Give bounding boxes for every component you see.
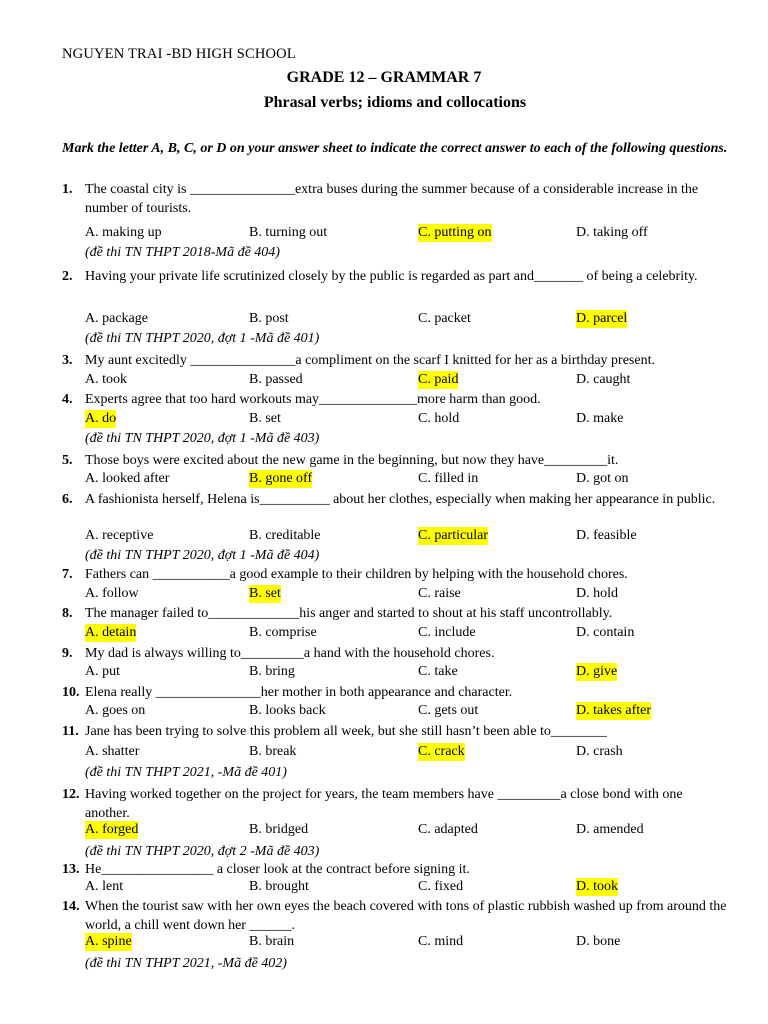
option-b[interactable]: B. looks back [249,703,326,718]
question-text: Jane has been trying to solve this problem all week, but she still hasn’t been able to________ [85,724,607,739]
option-c[interactable]: C. adapted [418,822,478,837]
options-8 [85,624,735,642]
option-c[interactable]: C. raise [418,586,461,601]
source-note: (đề thi TN THPT 2021, -Mã đề 401) [85,765,287,780]
option-c-answer[interactable]: C. crack [418,744,465,759]
option-c[interactable]: C. mind [418,934,464,949]
option-c[interactable]: C. filled in [418,471,479,486]
instructions: Mark the letter A, B, C, or D on your answer sheet to indicate the correct answer to each of the following questions. [62,141,728,156]
option-b[interactable]: B. turning out [249,225,328,240]
option-d[interactable]: D. taking off [576,225,648,240]
question-12 [62,786,730,823]
question-number: 7. [62,567,73,582]
question-text: My dad is always willing to_________a hand with the household chores. [85,646,495,661]
option-d[interactable]: D. caught [576,372,631,387]
option-a-answer[interactable]: A. do [85,411,117,426]
page-subtitle: Phrasal verbs; idioms and collocations [263,94,527,111]
option-b[interactable]: B. brain [249,934,295,949]
option-b[interactable]: B. brought [249,879,309,894]
option-d-answer[interactable]: D. took [576,879,618,894]
option-b-answer[interactable]: B. set [249,586,281,601]
source-note: (đề thi TN THPT 2020, đợt 1 -Mã đề 401) [85,331,320,346]
question-5 [62,452,730,471]
options-7 [85,585,735,603]
question-number: 4. [62,392,73,407]
question-number: 11. [62,724,79,739]
question-number: 14. [62,899,80,914]
option-b[interactable]: B. post [249,311,289,326]
option-b[interactable]: B. break [249,744,297,759]
option-a[interactable]: A. making up [85,225,162,240]
options-13 [85,878,735,896]
options-5 [85,470,735,488]
question-number: 5. [62,453,73,468]
question-text: The manager failed to_____________his anger and started to shout at his staff uncontrollably. [85,606,613,621]
option-d[interactable]: D. make [576,411,624,426]
option-b[interactable]: B. bring [249,664,295,679]
question-4 [62,391,730,410]
option-d-answer[interactable]: D. takes after [576,703,652,718]
options-10 [85,702,735,720]
option-a[interactable]: A. follow [85,586,139,601]
option-b[interactable]: B. comprise [249,625,317,640]
question-number: 9. [62,646,73,661]
option-b[interactable]: B. set [249,411,281,426]
source-note: (đề thi TN THPT 2020, đợt 1 -Mã đề 404) [85,548,320,563]
question-number: 6. [62,492,73,507]
question-text: Elena really _______________her mother in both appearance and character. [85,685,513,700]
options-4 [85,410,735,428]
question-text: My aunt excitedly _______________a compliment on the scarf I knitted for her as a birthday present. [85,353,655,368]
option-a[interactable]: A. shatter [85,744,140,759]
option-a[interactable]: A. put [85,664,120,679]
question-13 [62,861,730,880]
question-text: Experts agree that too hard workouts may______________more harm than good. [85,392,541,407]
question-number: 10. [62,685,80,700]
option-c[interactable]: C. fixed [418,879,464,894]
source-note: (đề thi TN THPT 2020, đợt 1 -Mã đề 403) [85,431,320,446]
option-a[interactable]: A. looked after [85,471,170,486]
option-d[interactable]: D. bone [576,934,621,949]
question-text: A fashionista herself, Helena is__________ about her clothes, especially when making her appearance in public. [85,492,716,507]
question-text: He________________ a closer look at the contract before signing it. [85,862,470,877]
source-note: (đề thi TN THPT 2020, đợt 2 -Mã đề 403) [85,844,320,859]
question-7 [62,566,730,585]
source-note: (đề thi TN THPT 2018-Mã đề 404) [85,245,280,260]
option-d-answer[interactable]: D. parcel [576,311,628,326]
option-a[interactable]: A. lent [85,879,124,894]
question-8 [62,605,730,624]
option-b[interactable]: B. passed [249,372,303,387]
page-title: GRADE 12 – GRAMMAR 7 [286,69,482,86]
question-6 [62,491,730,510]
question-text: Those boys were excited about the new game in the beginning, but now they have_________it. [85,453,619,468]
option-c[interactable]: C. packet [418,311,471,326]
option-a[interactable]: A. package [85,311,148,326]
question-number: 3. [62,353,73,368]
option-a-answer[interactable]: A. spine [85,934,132,949]
options-6 [85,527,735,545]
option-b-answer[interactable]: B. gone off [249,471,313,486]
option-d[interactable]: D. contain [576,625,635,640]
options-3 [85,371,735,389]
question-number: 12. [62,787,80,802]
options-12 [85,821,735,839]
option-b[interactable]: B. bridged [249,822,309,837]
option-d[interactable]: D. hold [576,586,618,601]
option-d[interactable]: D. feasible [576,528,637,543]
question-number: 13. [62,862,80,877]
options-14 [85,933,735,951]
question-number: 8. [62,606,73,621]
question-2 [62,268,730,287]
question-3 [62,352,730,371]
option-c-answer[interactable]: C. putting on [418,225,492,240]
option-c[interactable]: C. take [418,664,458,679]
question-text: The coastal city is _______________extra buses during the summer because of a considerable increase in the number of tourists. [85,182,699,216]
question-number: 2. [62,269,73,284]
option-c[interactable]: C. gets out [418,703,479,718]
options-2 [85,310,735,328]
option-a[interactable]: A. goes on [85,703,146,718]
question-text: Having your private life scrutinized closely by the public is regarded as part and_______ of being a celebrity. [85,269,698,284]
option-d[interactable]: D. amended [576,822,644,837]
option-d[interactable]: D. got on [576,471,629,486]
school-name: NGUYEN TRAI -BD HIGH SCHOOL [62,46,296,62]
source-note: (đề thi TN THPT 2021, -Mã đề 402) [85,956,287,971]
question-text: When the tourist saw with her own eyes the beach covered with tons of plastic rubbish washed up from around the world, a chill went down her ______. [85,899,727,933]
option-d-answer[interactable]: D. give [576,664,618,679]
option-a-answer[interactable]: A. detain [85,625,137,640]
option-c-answer[interactable]: C. paid [418,372,459,387]
option-b[interactable]: B. creditable [249,528,321,543]
question-11 [62,723,730,742]
option-a[interactable]: A. took [85,372,127,387]
option-c[interactable]: C. hold [418,411,460,426]
option-c[interactable]: C. include [418,625,476,640]
question-9 [62,645,730,664]
question-10 [62,684,730,703]
question-text: Having worked together on the project for years, the team members have _________a close bond with one another. [85,787,683,821]
option-d[interactable]: D. crash [576,744,623,759]
options-11 [85,743,735,761]
question-text: Fathers can ___________a good example to their children by helping with the household chores. [85,567,628,582]
option-a[interactable]: A. receptive [85,528,154,543]
options-1 [85,224,735,242]
question-14 [62,898,730,935]
option-c-answer[interactable]: C. particular [418,528,488,543]
question-1 [62,181,730,218]
question-number: 1. [62,182,73,197]
option-a-answer[interactable]: A. forged [85,822,139,837]
options-9 [85,663,735,681]
